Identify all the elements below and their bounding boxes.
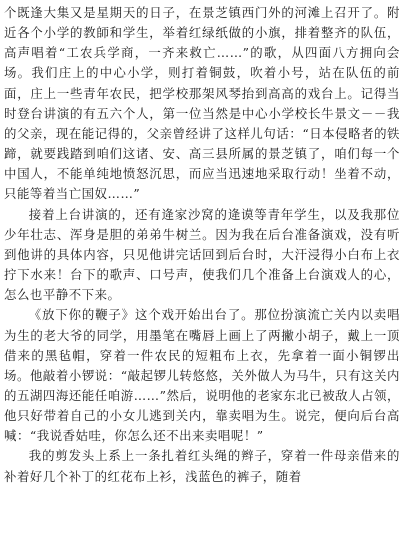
document-page — [4, 3, 400, 487]
paragraph-2: 接着上台讲演的，还有逄家沙窝的逄谟等青年学生，以及我那位少年壮志、浑身是胆的弟弟牛树兰。因为我在后台准备演戏，没有听到他讲的具体内容，只见他讲完话回到后台时，大汗浸得小白布上衣拧下水来！台下的歌声、口号声，使我们几个准备上台演戏人的心，怎么也平静不下来。 — [4, 206, 400, 303]
paragraph-3: 《放下你的鞭子》这个戏开始出台了。那位扮演流亡关内以卖唱为生的老大爷的同学，用墨笔在嘴唇上画上了两撇小胡子，戴上一顶借来的黑毡帽，穿着一件农民的短粗布上衣，先拿着一面小铜锣出场。他敲着小锣说：“敲起锣儿转悠悠，关外做人为马牛，只有这关内的五湖四海还能任咱游……”然后，说明他的老家东北已被敌人占领，他只好带着自己的小女儿逃到关内，靠卖唱为生。说完，便向后台高喊：“我说香姑哇，你怎么还不出来卖唱呢！” — [4, 307, 400, 444]
paragraph-1: 个既逢大集又是星期天的日子，在景芝镇西门外的河滩上召开了。附近各个小学的教師和学生，举着红绿纸做的小旗，排着整齐的队伍，高声唱着“工农兵学商，一齐来救亡……”的歌，从四面八方拥向会场。我们庄上的中心小学，则打着铜鼓，吹着小号，站在队伍的前面，庄上一些青年农民，把学校那架风琴抬到高高的戏台上。记得当时登台讲演的有五六个人，第一位当然是中心小学校长牛景文－－我的父亲，现在能记得的，父亲曾经讲了这样儿句话：“日本侵略者的铁蹄，就要践踏到咱们这诸、安、高三县所属的景芝镇了，咱们每一个中国人，不能单纯地愤怒沉思，而应当迅速地采取行动！坐着不动，只能等着当亡国奴……” — [4, 5, 400, 202]
paragraph-4: 我的剪发头上系上一条扎着红头绳的辫子，穿着一件母亲借来的补着好几个补丁的红花布上衫，浅蓝色的裤子，随着 — [4, 448, 400, 484]
